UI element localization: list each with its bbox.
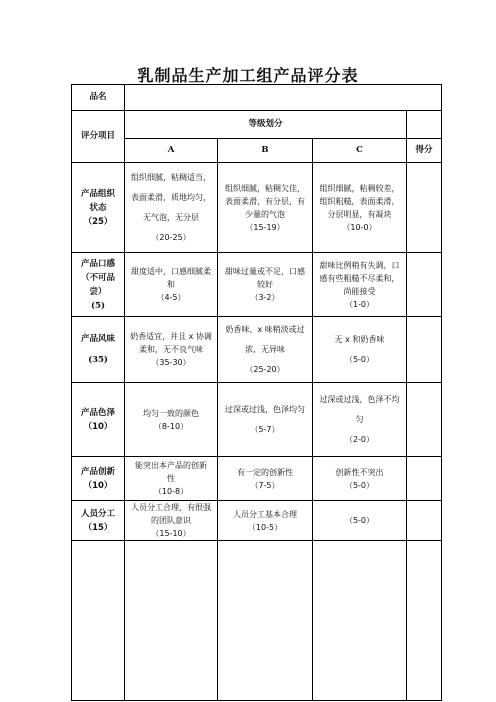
criteria-label: 产品组织 状态 （25） [72,163,125,253]
score-cell [407,501,442,541]
score-cell [407,253,442,317]
product-name-row [72,85,442,111]
grade-c-header: C [313,139,407,163]
score-cell [407,317,442,383]
criteria-label: 人员分工 （15） [72,501,125,541]
grade-a-cell: 奶香适宜，并且 x 协调 柔和，无不良气味 （35-30） [125,317,218,383]
empty-cell [72,541,125,701]
empty-row [72,541,442,701]
score-cell [407,457,442,501]
grade-b-cell: 甜味过量或不足，口感 较好 （3-2） [218,253,313,317]
empty-cell [218,541,313,701]
grade-a-cell: 均匀一致的颜色 （8-10） [125,383,218,457]
grade-a-cell: 组织细腻，粘稠适当， 表面柔滑，质地均匀， 无气泡，无分层 （20-25） [125,163,218,253]
criteria-label: 产品色泽 （10） [72,383,125,457]
score-cell [407,383,442,457]
grade-c-cell: （5-0） [313,501,407,541]
empty-cell [407,541,442,701]
grade-c-cell: 组织细腻，粘稠较差， 组织粗糙，表面柔滑， 分层明显，有凝块 （10-0） [313,163,407,253]
grade-b-header: B [218,139,313,163]
product-name-value [125,85,442,111]
grade-c-cell: 创新性不突出 （5-0） [313,457,407,501]
table-row [72,383,442,457]
table-row [72,163,442,253]
score-cell [407,163,442,253]
grade-c-cell: 无 x 和奶香味 （5-0） [313,317,407,383]
grade-b-cell: 人员分工基本合理 （10-5） [218,501,313,541]
criteria-label: 产品风味 (35) [72,317,125,383]
grade-b-cell: 过深或过浅，色泽均匀 （5-7） [218,383,313,457]
criteria-label: 产品创新 （10） [72,457,125,501]
grade-a-header: A [125,139,218,163]
grade-c-cell: 甜味比例稍有失调，口 感有些粗糙不尽柔和， 尚能接受 （1-0） [313,253,407,317]
page-title: 乳制品生产加工组产品评分表 [137,66,359,85]
table-row [72,457,442,501]
grade-header: 等级划分 [125,111,407,139]
grade-b-cell: 组织细腻，粘稠欠佳， 表面柔滑，有分层，有 少量的气泡 （15-19） [218,163,313,253]
grade-b-cell: 奶香味、x 味稍淡或过 浓，无异味 （25-20） [218,317,313,383]
grade-row [72,139,442,163]
score-table [71,84,442,701]
table-row [72,253,442,317]
grade-a-cell: 甜度适中，口感细腻柔 和 （4-5） [125,253,218,317]
table-row [72,317,442,383]
grade-c-cell: 过深或过浅，色泽不均 匀 （2-0） [313,383,407,457]
grade-a-cell: 能突出本产品的创新 性 （10-8） [125,457,218,501]
grade-b-cell: 有一定的创新性 （7-5） [218,457,313,501]
table-row [72,501,442,541]
grade-a-cell: 人员分工合理，有很强 的团队意识 （15-10） [125,501,218,541]
score-header: 得分 [407,139,442,163]
product-name-label: 品名 [72,85,125,111]
header-row [72,111,442,139]
header-blank-cell [407,111,442,139]
criteria-label: 产品口感 （不可品 尝） (5) [72,253,125,317]
criteria-header: 评分项目 [72,111,125,163]
empty-cell [125,541,218,701]
empty-cell [313,541,407,701]
